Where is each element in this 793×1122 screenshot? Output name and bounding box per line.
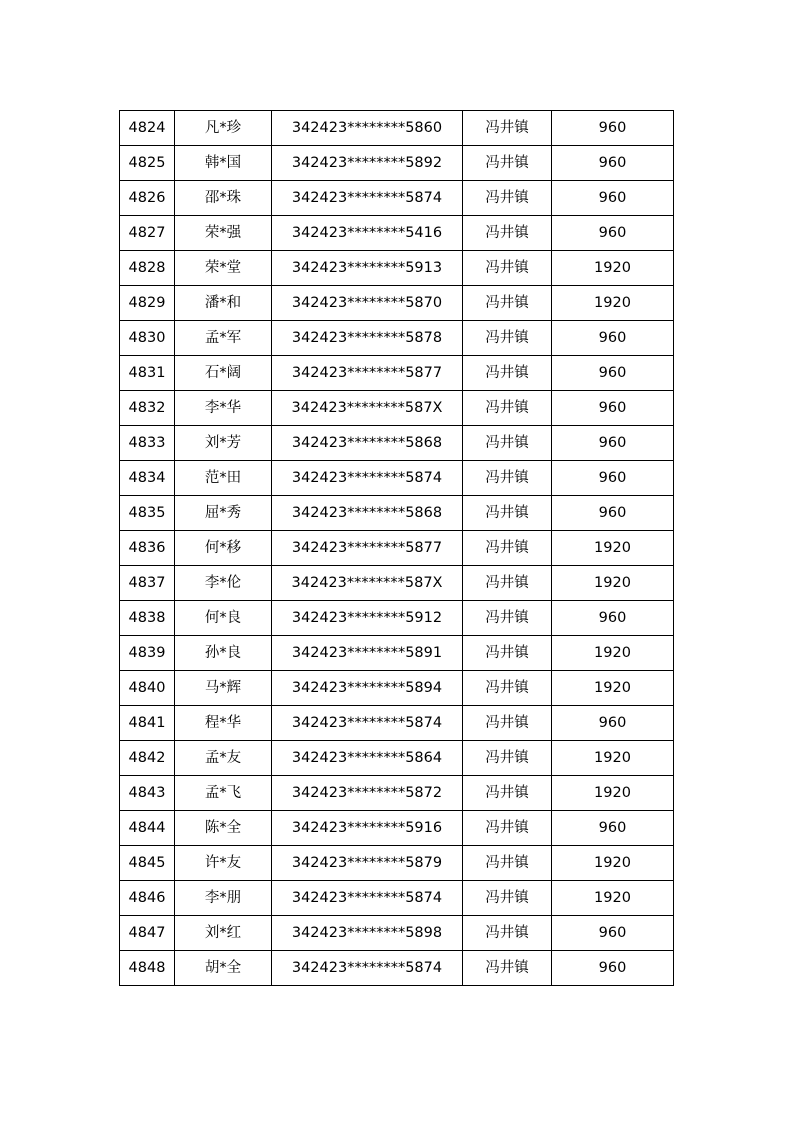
name-cell: 潘*和 (175, 286, 272, 321)
table-row (120, 496, 674, 531)
id-number-cell: 342423********5874 (272, 706, 463, 741)
table-row (120, 321, 674, 356)
name-cell: 荣*强 (175, 216, 272, 251)
table-row (120, 181, 674, 216)
row-number-cell: 4834 (120, 461, 175, 496)
town-cell: 冯井镇 (463, 216, 552, 251)
table-row (120, 636, 674, 671)
amount-cell: 1920 (552, 566, 674, 601)
id-number-cell: 342423********5916 (272, 811, 463, 846)
table-row (120, 461, 674, 496)
town-cell: 冯井镇 (463, 671, 552, 706)
id-number-cell: 342423********5877 (272, 531, 463, 566)
id-number-cell: 342423********5874 (272, 181, 463, 216)
town-cell: 冯井镇 (463, 461, 552, 496)
amount-cell: 1920 (552, 881, 674, 916)
row-number-cell: 4848 (120, 951, 175, 986)
name-cell: 孟*友 (175, 741, 272, 776)
table-row (120, 741, 674, 776)
amount-cell: 1920 (552, 846, 674, 881)
amount-cell: 960 (552, 146, 674, 181)
amount-cell: 960 (552, 496, 674, 531)
town-cell: 冯井镇 (463, 111, 552, 146)
id-number-cell: 342423********5878 (272, 321, 463, 356)
name-cell: 凡*珍 (175, 111, 272, 146)
id-number-cell: 342423********5874 (272, 881, 463, 916)
town-cell: 冯井镇 (463, 391, 552, 426)
table-row (120, 951, 674, 986)
row-number-cell: 4844 (120, 811, 175, 846)
name-cell: 何*良 (175, 601, 272, 636)
row-number-cell: 4835 (120, 496, 175, 531)
row-number-cell: 4833 (120, 426, 175, 461)
town-cell: 冯井镇 (463, 496, 552, 531)
row-number-cell: 4827 (120, 216, 175, 251)
amount-cell: 960 (552, 461, 674, 496)
amount-cell: 1920 (552, 741, 674, 776)
row-number-cell: 4843 (120, 776, 175, 811)
name-cell: 许*友 (175, 846, 272, 881)
name-cell: 何*移 (175, 531, 272, 566)
row-number-cell: 4841 (120, 706, 175, 741)
row-number-cell: 4824 (120, 111, 175, 146)
row-number-cell: 4836 (120, 531, 175, 566)
row-number-cell: 4840 (120, 671, 175, 706)
town-cell: 冯井镇 (463, 146, 552, 181)
table-row (120, 531, 674, 566)
table-row (120, 391, 674, 426)
amount-cell: 1920 (552, 636, 674, 671)
amount-cell: 960 (552, 601, 674, 636)
table-body (120, 111, 674, 986)
row-number-cell: 4846 (120, 881, 175, 916)
row-number-cell: 4839 (120, 636, 175, 671)
town-cell: 冯井镇 (463, 846, 552, 881)
town-cell: 冯井镇 (463, 811, 552, 846)
amount-cell: 960 (552, 391, 674, 426)
id-number-cell: 342423********5877 (272, 356, 463, 391)
id-number-cell: 342423********5872 (272, 776, 463, 811)
row-number-cell: 4825 (120, 146, 175, 181)
name-cell: 范*田 (175, 461, 272, 496)
name-cell: 刘*芳 (175, 426, 272, 461)
amount-cell: 960 (552, 916, 674, 951)
id-number-cell: 342423********5868 (272, 426, 463, 461)
town-cell: 冯井镇 (463, 531, 552, 566)
row-number-cell: 4829 (120, 286, 175, 321)
id-number-cell: 342423********587X (272, 566, 463, 601)
row-number-cell: 4838 (120, 601, 175, 636)
id-number-cell: 342423********5864 (272, 741, 463, 776)
amount-cell: 960 (552, 321, 674, 356)
town-cell: 冯井镇 (463, 321, 552, 356)
amount-cell: 960 (552, 811, 674, 846)
amount-cell: 960 (552, 216, 674, 251)
table-row (120, 146, 674, 181)
row-number-cell: 4847 (120, 916, 175, 951)
row-number-cell: 4845 (120, 846, 175, 881)
row-number-cell: 4830 (120, 321, 175, 356)
id-number-cell: 342423********5874 (272, 461, 463, 496)
table-row (120, 111, 674, 146)
table-row (120, 706, 674, 741)
name-cell: 李*朋 (175, 881, 272, 916)
table-row (120, 916, 674, 951)
town-cell: 冯井镇 (463, 776, 552, 811)
name-cell: 李*华 (175, 391, 272, 426)
id-number-cell: 342423********5870 (272, 286, 463, 321)
id-number-cell: 342423********5891 (272, 636, 463, 671)
town-cell: 冯井镇 (463, 916, 552, 951)
table-row (120, 811, 674, 846)
town-cell: 冯井镇 (463, 706, 552, 741)
table-row (120, 776, 674, 811)
id-number-cell: 342423********5892 (272, 146, 463, 181)
id-number-cell: 342423********5416 (272, 216, 463, 251)
town-cell: 冯井镇 (463, 286, 552, 321)
table-row (120, 846, 674, 881)
name-cell: 陈*全 (175, 811, 272, 846)
town-cell: 冯井镇 (463, 566, 552, 601)
row-number-cell: 4837 (120, 566, 175, 601)
amount-cell: 1920 (552, 776, 674, 811)
town-cell: 冯井镇 (463, 356, 552, 391)
table-row (120, 216, 674, 251)
amount-cell: 960 (552, 181, 674, 216)
id-number-cell: 342423********5894 (272, 671, 463, 706)
amount-cell: 1920 (552, 251, 674, 286)
id-number-cell: 342423********5868 (272, 496, 463, 531)
id-number-cell: 342423********5860 (272, 111, 463, 146)
table-row (120, 881, 674, 916)
id-number-cell: 342423********5874 (272, 951, 463, 986)
amount-cell: 1920 (552, 286, 674, 321)
amount-cell: 1920 (552, 531, 674, 566)
id-number-cell: 342423********587X (272, 391, 463, 426)
table-row (120, 251, 674, 286)
town-cell: 冯井镇 (463, 881, 552, 916)
name-cell: 刘*红 (175, 916, 272, 951)
name-cell: 韩*国 (175, 146, 272, 181)
id-number-cell: 342423********5912 (272, 601, 463, 636)
town-cell: 冯井镇 (463, 951, 552, 986)
name-cell: 邵*珠 (175, 181, 272, 216)
amount-cell: 960 (552, 706, 674, 741)
name-cell: 李*伦 (175, 566, 272, 601)
town-cell: 冯井镇 (463, 426, 552, 461)
table-row (120, 426, 674, 461)
amount-cell: 960 (552, 111, 674, 146)
name-cell: 荣*堂 (175, 251, 272, 286)
name-cell: 马*辉 (175, 671, 272, 706)
name-cell: 程*华 (175, 706, 272, 741)
name-cell: 胡*全 (175, 951, 272, 986)
amount-cell: 960 (552, 356, 674, 391)
table-row (120, 566, 674, 601)
town-cell: 冯井镇 (463, 181, 552, 216)
town-cell: 冯井镇 (463, 741, 552, 776)
table-row (120, 601, 674, 636)
row-number-cell: 4832 (120, 391, 175, 426)
id-number-cell: 342423********5898 (272, 916, 463, 951)
name-cell: 屈*秀 (175, 496, 272, 531)
table-row (120, 286, 674, 321)
name-cell: 孟*军 (175, 321, 272, 356)
row-number-cell: 4828 (120, 251, 175, 286)
table-row (120, 356, 674, 391)
amount-cell: 960 (552, 426, 674, 461)
name-cell: 石*阔 (175, 356, 272, 391)
town-cell: 冯井镇 (463, 636, 552, 671)
row-number-cell: 4831 (120, 356, 175, 391)
id-number-cell: 342423********5913 (272, 251, 463, 286)
subsidy-table (119, 110, 674, 986)
name-cell: 孟*飞 (175, 776, 272, 811)
table-row (120, 671, 674, 706)
town-cell: 冯井镇 (463, 251, 552, 286)
amount-cell: 960 (552, 951, 674, 986)
name-cell: 孙*良 (175, 636, 272, 671)
town-cell: 冯井镇 (463, 601, 552, 636)
id-number-cell: 342423********5879 (272, 846, 463, 881)
row-number-cell: 4842 (120, 741, 175, 776)
row-number-cell: 4826 (120, 181, 175, 216)
amount-cell: 1920 (552, 671, 674, 706)
